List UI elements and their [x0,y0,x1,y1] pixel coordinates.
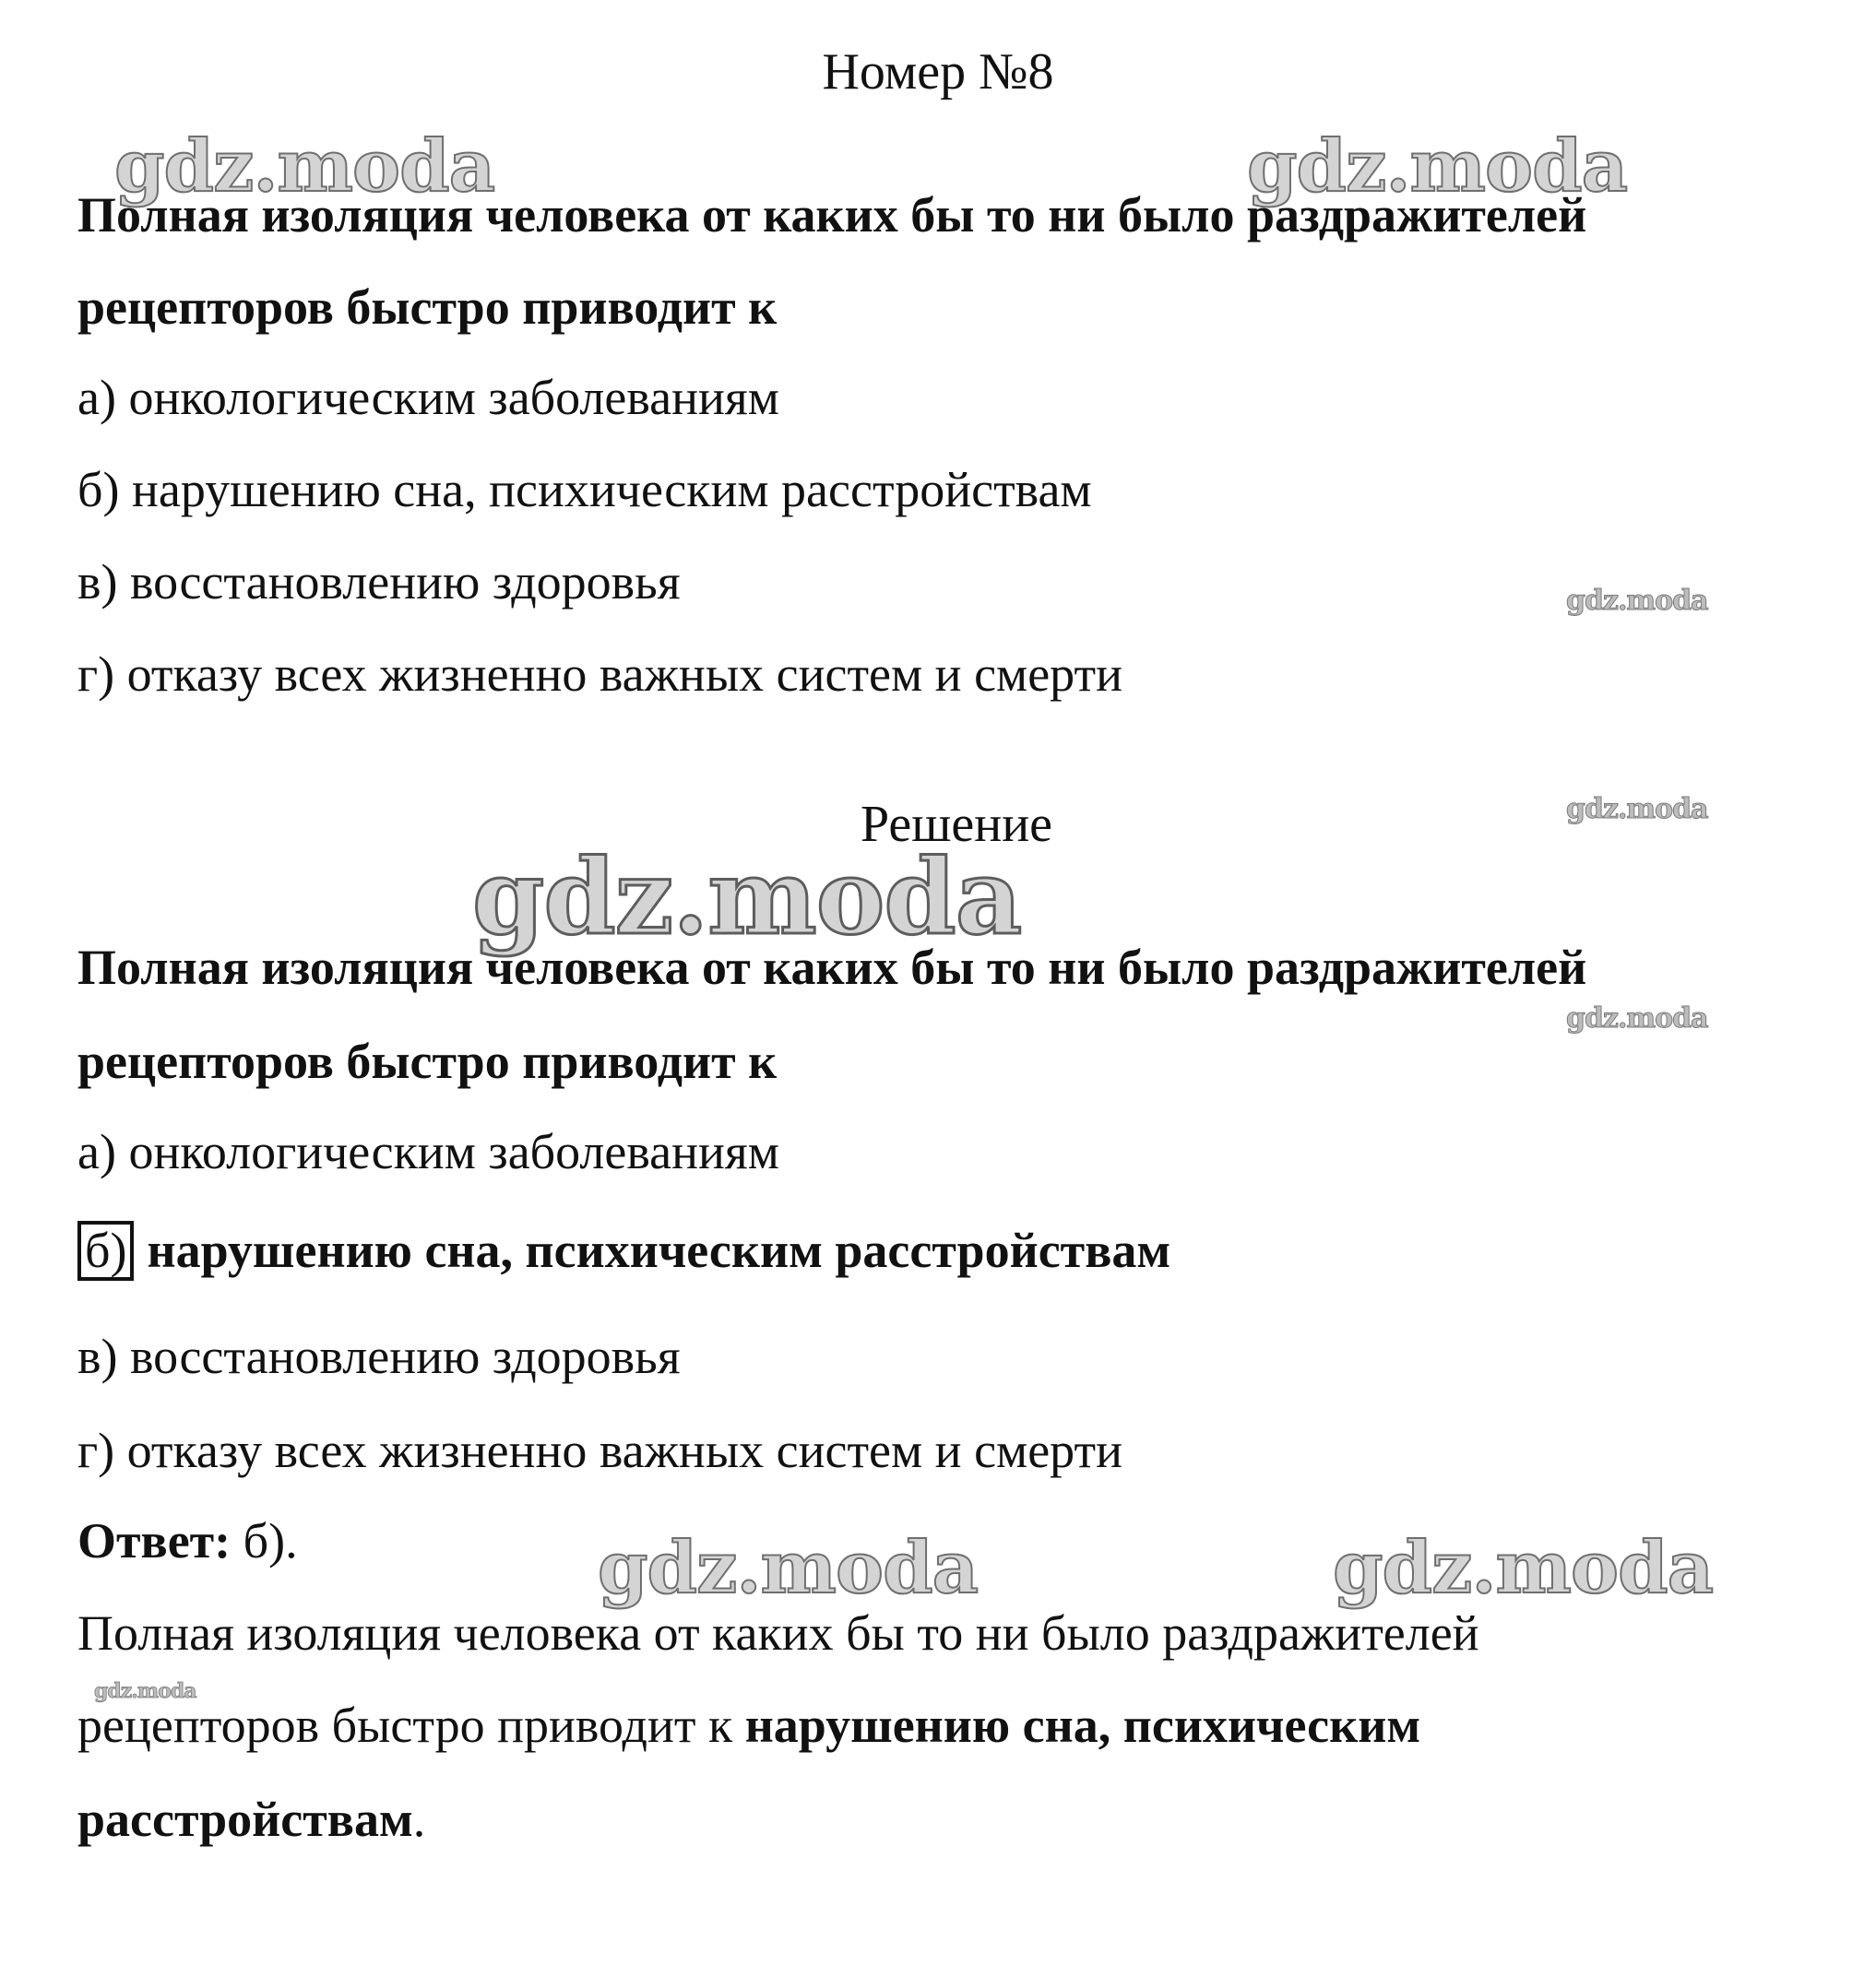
question-stem-line-2: рецепторов быстро приводит к [77,279,778,335]
watermark: gdz.moda [114,124,495,208]
solution-option-c: в) восстановлению здоровья [77,1329,681,1384]
watermark: gdz.moda [472,837,1022,958]
answer-line [77,1513,298,1568]
watermark: gdz.moda [1247,124,1628,208]
solution-title: Решение [860,796,1053,853]
answer-value: б). [231,1513,298,1568]
option-b: б) нарушению сна, психическим расстройствам [77,462,1092,517]
option-a: а) онкологическим заболеваниям [77,370,779,425]
explanation-line-3 [77,1792,426,1847]
watermark: gdz.moda [1566,793,1708,825]
watermark: gdz.moda [1566,1002,1708,1035]
solution-option-d: г) отказу всех жизненно важных систем и смерти [77,1423,1122,1478]
solution-option-b [77,1221,1170,1281]
explanation-line-1: Полная изоляция человека от каких бы то ни было раздражителей [77,1605,1479,1661]
option-d: г) отказу всех жизненно важных систем и смерти [77,646,1122,702]
option-c: в) восстановлению здоровья [77,554,681,610]
answer-label: Ответ: [77,1513,232,1568]
explanation-bold-text: нарушению сна, психическим [744,1698,1421,1753]
watermark: gdz.moda [598,1526,979,1610]
explanation-bold-text: расстройствам [77,1792,413,1847]
solution-option-a: а) онкологическим заболеваниям [77,1124,779,1179]
selected-answer-text: нарушению сна, психическим расстройствам [147,1223,1171,1278]
watermark: gdz.moda [1566,585,1708,617]
explanation-line-2 [77,1698,1421,1753]
solution-stem-line-1: Полная изоляция человека от каких бы то ни было раздражителей [77,940,1587,995]
explanation-plain-text: рецепторов быстро приводит к [77,1698,745,1753]
watermark: gdz.moda [94,1679,196,1703]
selected-answer-box: б) [77,1221,134,1281]
watermark: gdz.moda [1333,1526,1714,1610]
explanation-period: . [412,1792,426,1847]
solution-stem-line-2: рецепторов быстро приводит к [77,1034,778,1089]
question-stem-line-1: Полная изоляция человека от каких бы то ни было раздражителей [77,187,1587,243]
page-title: Номер №8 [822,43,1054,101]
